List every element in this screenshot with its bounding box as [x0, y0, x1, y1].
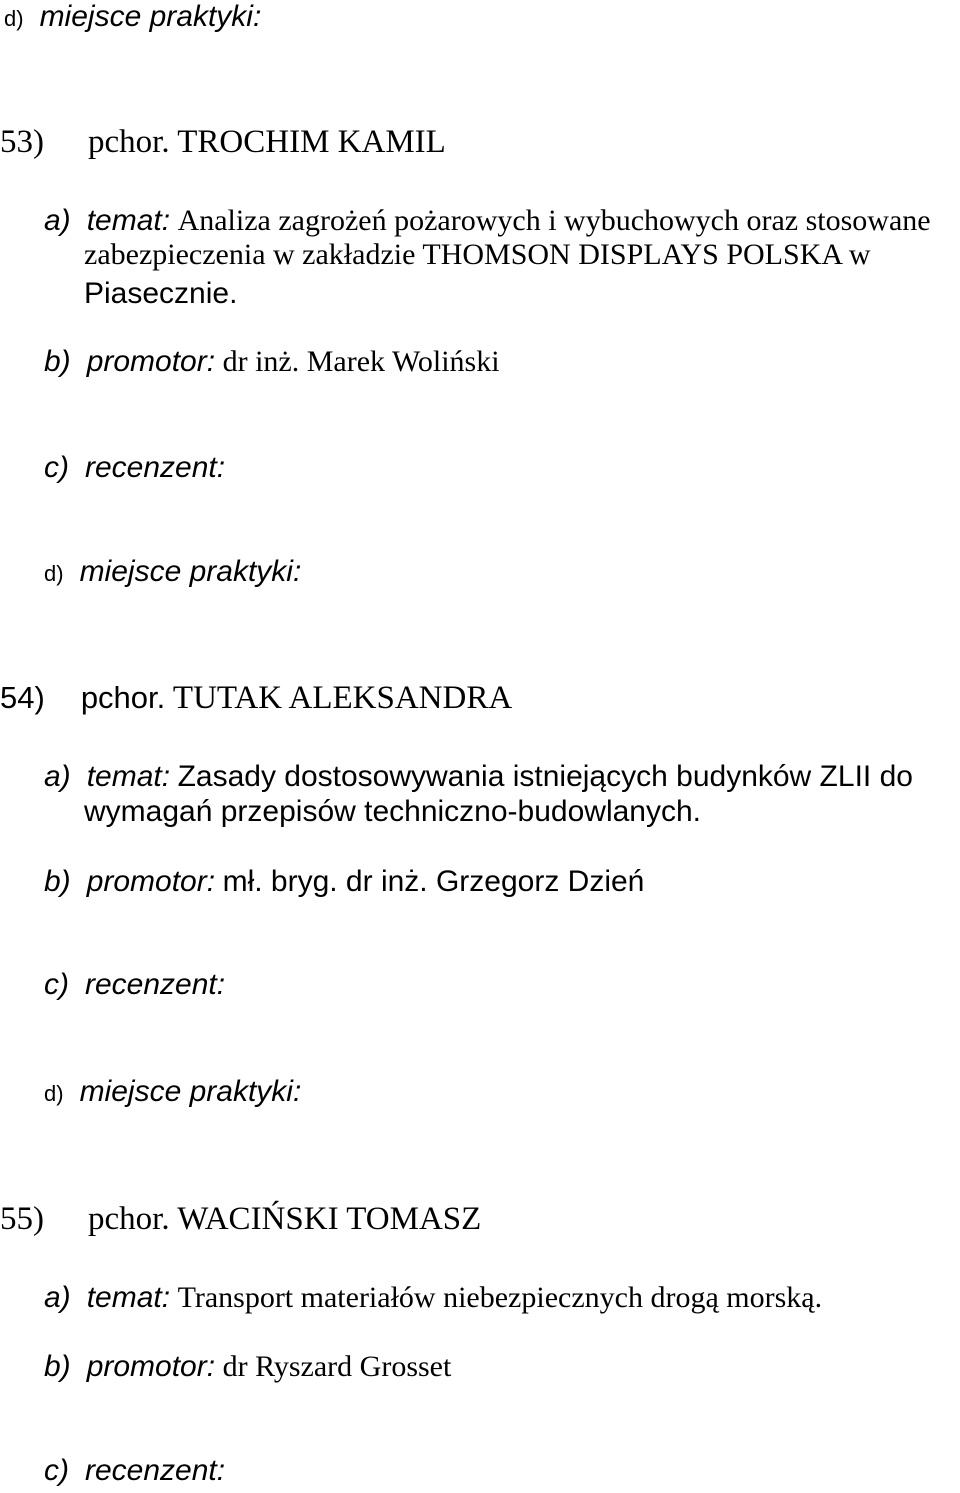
promotor-text: dr Ryszard Grosset: [222, 1350, 452, 1383]
entry-topic-line: [44, 206, 931, 236]
field-letter: c): [44, 968, 69, 1001]
topic-text: Analiza zagrożeń pożarowych i wybuchowych oraz stosowane: [177, 204, 931, 237]
entry-heading: [0, 1203, 481, 1236]
field-letter: b): [44, 1350, 71, 1383]
entry-recenzent: [44, 453, 225, 483]
topic-text: Zasady dostosowywania istniejących budynków ZLII do: [177, 760, 913, 793]
field-letter: c): [44, 1454, 69, 1487]
field-letter: b): [44, 865, 71, 898]
field-label: temat:: [86, 204, 171, 237]
field-label: recenzent:: [85, 968, 226, 1001]
field-letter: b): [44, 345, 71, 378]
entry-rank: pchor.: [88, 124, 170, 160]
field-label: promotor:: [86, 865, 216, 898]
entry-recenzent: [44, 1456, 225, 1486]
field-letter: d): [44, 1081, 64, 1106]
entry-promotor: [44, 347, 500, 377]
promotor-text: mł. bryg. dr inż. Grzegorz Dzień: [222, 865, 645, 898]
entry-number: 54): [0, 680, 45, 715]
entry-topic-line: [44, 762, 913, 792]
field-letter: a): [44, 1281, 71, 1314]
entry-heading: [0, 682, 512, 715]
topic-text: Transport materiałów niebezpiecznych drogą morską.: [177, 1281, 823, 1314]
entry-promotor: [44, 867, 644, 897]
field-label: recenzent:: [85, 1454, 226, 1487]
topic-text: Piasecznie.: [84, 277, 238, 310]
entry-number: 53): [0, 124, 44, 160]
field-label: recenzent:: [85, 451, 226, 484]
entry-promotor: [44, 1352, 451, 1382]
entry-rank: pchor.: [88, 1201, 170, 1237]
entry-miejsce-praktyki: [44, 557, 301, 587]
entry-name: TROCHIM KAMIL: [177, 124, 446, 160]
field-label: temat:: [86, 1281, 171, 1314]
entry-recenzent: [44, 970, 225, 1000]
topic-text: wymagań przepisów techniczno-budowlanych.: [84, 795, 701, 828]
field-letter: a): [44, 760, 71, 793]
entry-number: 55): [0, 1201, 44, 1237]
entry-name: TUTAK ALEKSANDRA: [172, 680, 513, 716]
field-label: miejsce praktyki:: [39, 0, 262, 33]
promotor-text: dr inż. Marek Woliński: [222, 345, 500, 378]
field-label: promotor:: [86, 1350, 216, 1383]
field-letter: a): [44, 204, 71, 237]
field-letter: c): [44, 451, 69, 484]
field-label: temat:: [86, 760, 171, 793]
entry-rank: pchor.: [80, 680, 166, 715]
field-letter: d): [44, 561, 64, 586]
field-label: miejsce praktyki:: [79, 1075, 302, 1108]
entry-name: WACIŃSKI TOMASZ: [177, 1201, 482, 1237]
intro-field-d: [4, 2, 261, 32]
field-label: promotor:: [86, 345, 216, 378]
field-label: miejsce praktyki:: [79, 555, 302, 588]
field-letter: d): [4, 6, 24, 31]
topic-text: zabezpieczenia w zakładzie THOMSON DISPLAYS POLSKA w: [84, 238, 871, 271]
entry-topic-line: [44, 1283, 822, 1313]
entry-heading: [0, 126, 446, 159]
entry-miejsce-praktyki: [44, 1077, 301, 1107]
